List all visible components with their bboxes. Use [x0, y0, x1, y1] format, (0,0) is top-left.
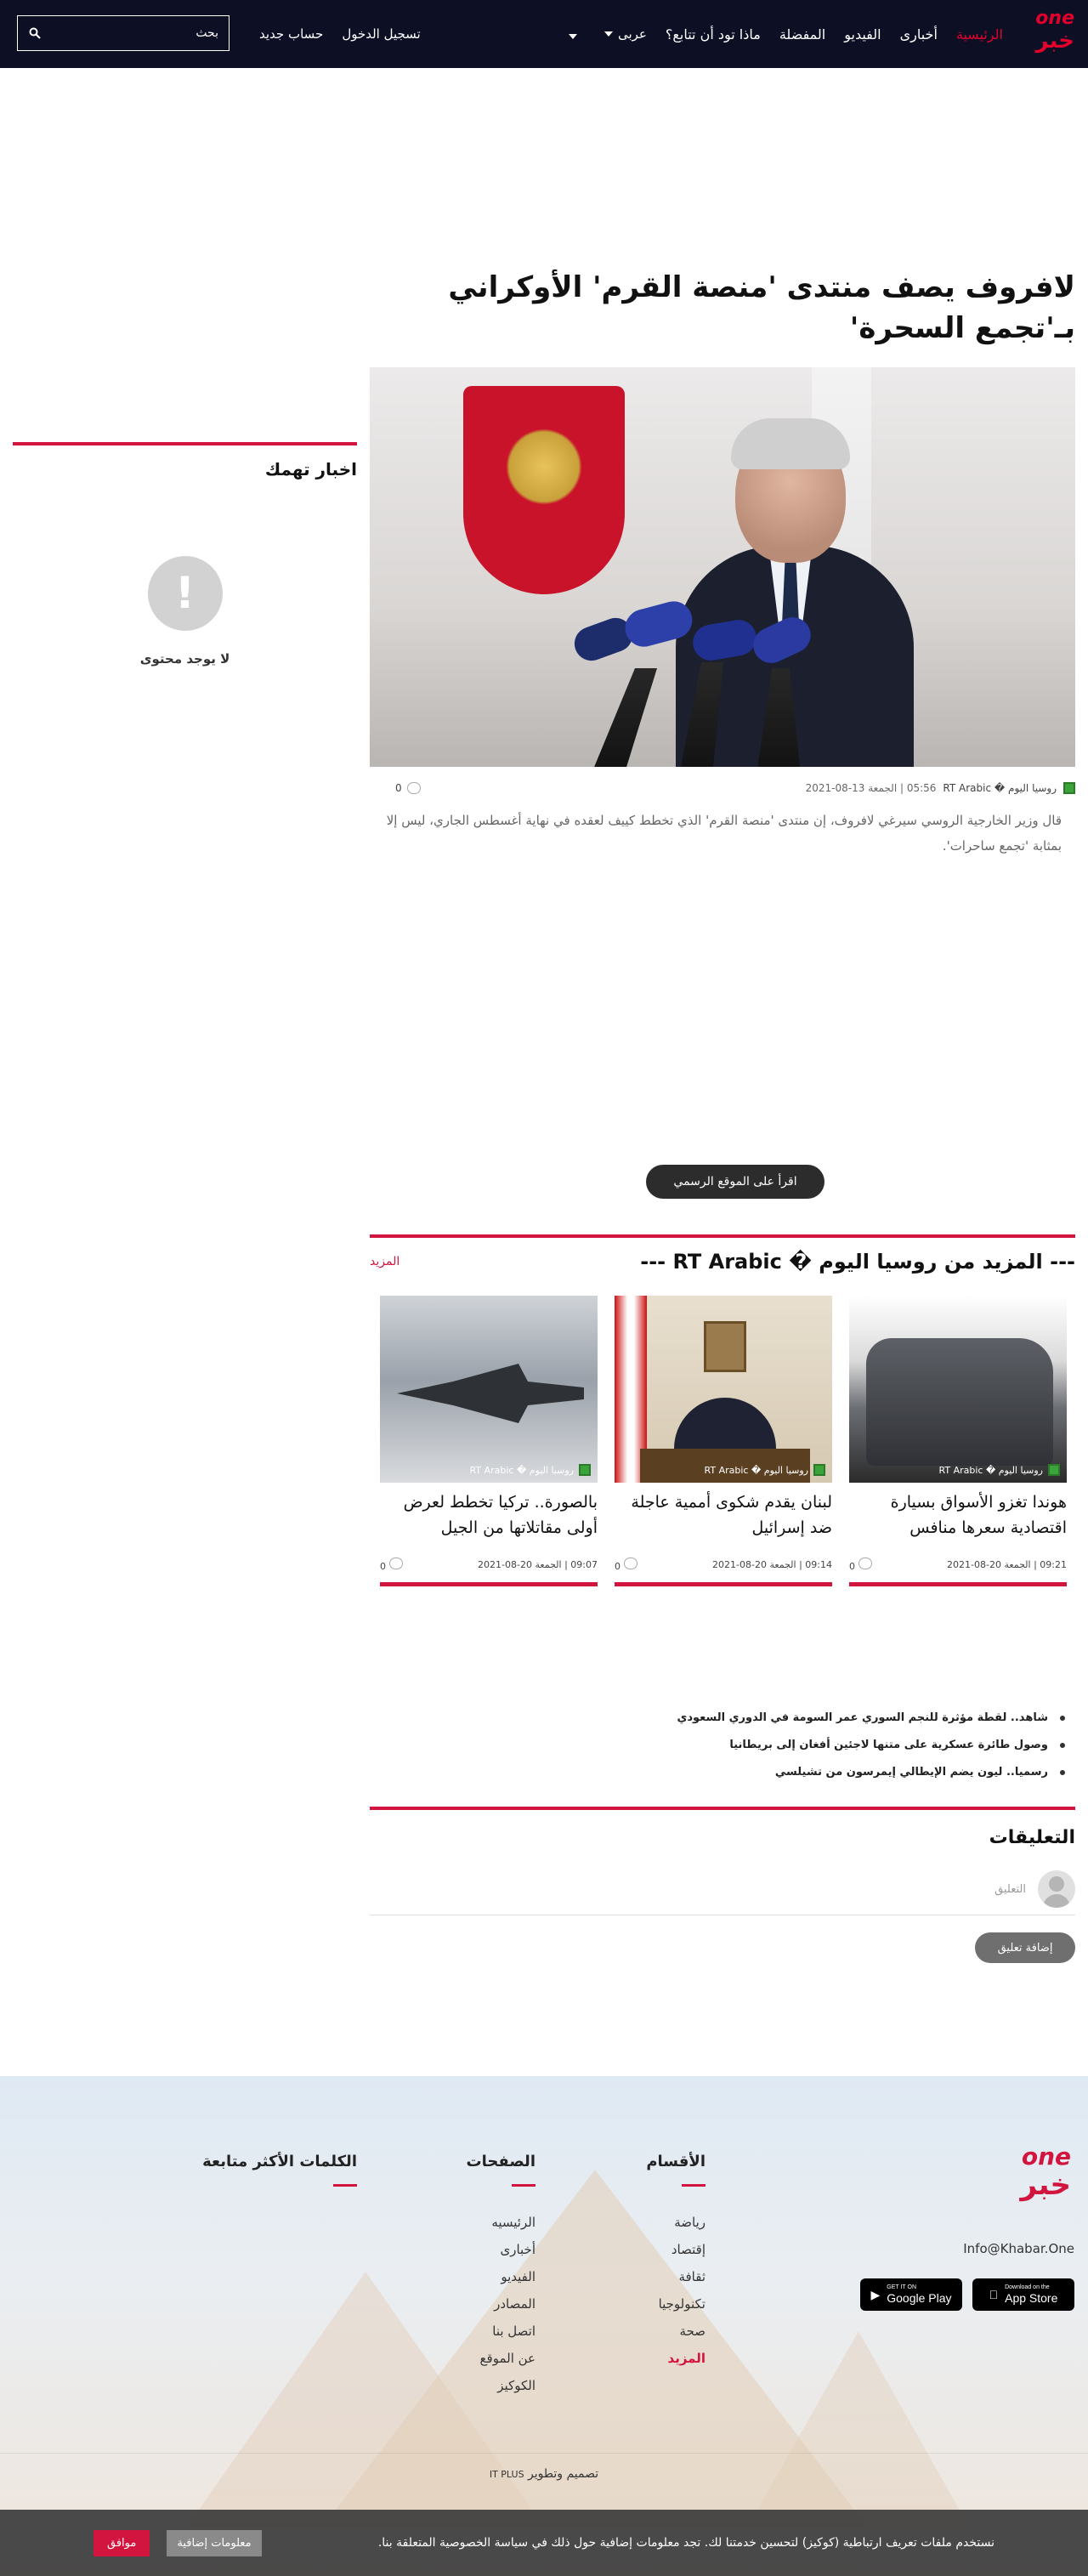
card-comments[interactable] — [380, 1558, 403, 1572]
related-link-text: رسميا.. ليون يضم الإيطالي إيمرسون من تشيلسي — [774, 1766, 1048, 1779]
card-comment-count: 0 — [615, 1561, 620, 1572]
search-box — [17, 15, 230, 51]
comment-count: 0 — [395, 782, 402, 794]
comment-icon — [389, 1558, 403, 1569]
card-image[interactable] — [849, 1296, 1067, 1483]
footer-credit — [0, 2453, 1088, 2481]
card-title[interactable]: بالصورة.. تركيا تخطط لعرض أولى مقاتلاتها من الجيل — [403, 1493, 598, 1537]
footer-link-my-news[interactable]: أخبارى — [500, 2242, 536, 2257]
news-cards — [370, 1296, 1075, 1586]
comment-field[interactable] — [370, 1870, 1075, 1915]
google-play-text: Google Play — [887, 2291, 952, 2305]
divider — [370, 1807, 1075, 1810]
footer-keywords-title: الكلمات الأكثر متابعة — [202, 2153, 357, 2170]
card-image[interactable] — [615, 1296, 832, 1483]
news-card[interactable] — [380, 1296, 598, 1586]
title-underline — [682, 2184, 706, 2187]
language-label: عربى — [617, 26, 647, 42]
source-icon — [813, 1464, 825, 1476]
card-source — [470, 1464, 591, 1476]
image-jet — [397, 1364, 584, 1423]
credit-text: تصميم وتطوير — [528, 2467, 599, 2481]
bullet-icon — [1060, 1743, 1065, 1748]
card-source — [939, 1464, 1060, 1476]
chevron-down-icon — [604, 31, 613, 37]
article-comment-count[interactable] — [395, 782, 421, 794]
card-source-name: روسيا اليوم � RT Arabic — [469, 1464, 574, 1476]
page-content — [0, 68, 1088, 2142]
comment-icon — [858, 1558, 872, 1569]
language-selector[interactable] — [604, 26, 647, 42]
card-datetime: 09:14 | الجمعة 20-08-2021 — [712, 1559, 832, 1570]
image-car — [866, 1338, 1053, 1466]
related-link-text: وصول طائرة عسكرية على متنها لاجئين أفغان إلى بريطانيا — [729, 1739, 1048, 1751]
card-title[interactable]: هوندا تغزو الأسواق بسيارة اقتصادية سعرها منافس — [890, 1493, 1067, 1537]
read-official-button[interactable]: اقرأ على الموقع الرسمي — [646, 1165, 824, 1199]
card-source-name: روسيا اليوم � RT Arabic — [704, 1464, 808, 1476]
more-menu-toggle[interactable] — [569, 26, 577, 43]
article — [370, 196, 1075, 859]
source-icon — [1048, 1464, 1060, 1476]
exclamation-icon: ! — [148, 556, 223, 631]
footer-pages — [408, 2153, 536, 2399]
related-link[interactable] — [370, 1705, 1065, 1732]
card-meta — [380, 1558, 598, 1572]
image-eagle — [502, 420, 586, 513]
source-icon — [1063, 782, 1075, 794]
related-link[interactable] — [370, 1759, 1065, 1786]
footer-link-cookies[interactable]: الكوكيز — [497, 2378, 536, 2393]
app-store-label — [1000, 2284, 1057, 2305]
related-link-text: شاهد.. لقطة مؤثرة للنجم السوري عمر السومة في الدوري السعودي — [677, 1711, 1048, 1724]
card-image[interactable] — [380, 1296, 598, 1483]
footer-logo[interactable] — [990, 2142, 1071, 2202]
credit-brand[interactable]: IT PLUS — [489, 2469, 524, 2480]
nav-video[interactable]: الفيديو — [844, 26, 881, 43]
source-icon — [579, 1464, 591, 1476]
card-title[interactable]: لبنان يقدم شكوى أممية عاجلة ضد إسرائيل — [631, 1493, 832, 1537]
more-from-source — [370, 1234, 1075, 1586]
related-links — [370, 1705, 1075, 1786]
cookie-buttons — [94, 2530, 262, 2556]
footer-link-economy[interactable]: إقتصاد — [671, 2242, 706, 2257]
card-comments[interactable] — [615, 1558, 638, 1572]
logo-text-one: one — [1021, 2142, 1071, 2170]
app-store-text: App Store — [1000, 2291, 1054, 2305]
search-input[interactable] — [52, 16, 229, 50]
more-header — [370, 1238, 1075, 1274]
footer-sections — [578, 2153, 706, 2372]
nav-my-news[interactable]: أخبارى — [899, 26, 938, 43]
cookie-more-info-button[interactable]: معلومات إضافية — [167, 2530, 261, 2556]
google-play-label — [887, 2284, 951, 2305]
nav-favorites[interactable]: المفضلة — [779, 26, 826, 43]
cookie-accept-button[interactable]: موافق — [94, 2530, 150, 2556]
news-card[interactable] — [615, 1296, 832, 1586]
card-comments[interactable] — [849, 1558, 872, 1572]
empty-state — [13, 556, 357, 667]
add-comment-button[interactable]: إضافة تعليق — [975, 1932, 1075, 1963]
footer-keywords — [144, 2153, 357, 2187]
card-divider — [380, 1582, 598, 1586]
comment-icon — [624, 1558, 638, 1569]
apple-icon — [989, 2288, 999, 2301]
card-comment-count: 0 — [380, 1561, 386, 1572]
google-play-button[interactable] — [860, 2278, 962, 2311]
comments-title: التعليقات — [989, 1827, 1075, 1848]
footer-link-video[interactable]: الفيديو — [501, 2269, 536, 2284]
article-body: قال وزير الخارجية الروسي سيرغي لافروف، إن منتدى 'منصة القرم' الذي تخطط كييف لعقده في نهاية أغسطس الجاري، ليس إلا بمثابة 'تجمع ساحرات'. — [386, 813, 1062, 854]
footer-link-sources[interactable]: المصادر — [494, 2296, 536, 2312]
footer-pages-list — [408, 2209, 536, 2399]
footer-link-contact[interactable]: اتصل بنا — [492, 2324, 536, 2339]
cookie-text: نستخدم ملفات تعريف ارتباطية (كوكيز) لتحسين خدمتنا لك. تجد معلومات إضافية حول ذلك في سياسة الخصوصية المتعلقة بنا. — [377, 2536, 994, 2550]
avatar — [1038, 1870, 1075, 1908]
main-nav — [569, 0, 1003, 68]
footer-link-health[interactable]: صحة — [679, 2324, 706, 2339]
footer-sections-list — [578, 2209, 706, 2372]
app-store-button[interactable] — [972, 2278, 1074, 2311]
footer-link-technology[interactable]: تكنولوجيا — [658, 2296, 706, 2312]
card-divider — [849, 1582, 1067, 1586]
article-title: لافروف يصف منتدى 'منصة القرم' الأوكراني بـ'تجمع السحرة' — [448, 270, 1075, 345]
footer-pages-title: الصفحات — [466, 2153, 536, 2170]
news-card[interactable] — [849, 1296, 1067, 1586]
card-divider — [615, 1582, 832, 1586]
logo-text-one: one — [1035, 8, 1074, 29]
nav-home[interactable]: الرئيسية — [955, 26, 1003, 43]
source-name[interactable]: روسيا اليوم � RT Arabic — [943, 782, 1057, 794]
card-source — [705, 1464, 825, 1476]
card-meta — [849, 1558, 1067, 1572]
footer-link-culture[interactable]: ثقافة — [678, 2269, 706, 2284]
logo-text-khabar: خبر — [1035, 28, 1074, 54]
login-link[interactable]: تسجيل الدخول — [342, 26, 421, 42]
site-logo[interactable] — [1027, 9, 1074, 58]
article-image — [370, 367, 1075, 767]
comment-icon — [407, 782, 421, 794]
title-underline — [512, 2184, 536, 2187]
footer-sections-title: الأقسام — [646, 2153, 706, 2170]
card-meta — [615, 1558, 832, 1572]
card-datetime: 09:07 | الجمعة 20-08-2021 — [478, 1559, 598, 1570]
cookie-banner — [0, 2510, 1088, 2576]
comments-section — [370, 1807, 1075, 1963]
search-icon[interactable] — [18, 16, 52, 50]
google-play-icon: ▶ — [870, 2287, 881, 2301]
chevron-down-icon — [569, 34, 577, 39]
footer — [0, 2076, 1088, 2576]
card-datetime: 09:21 | الجمعة 20-08-2021 — [947, 1559, 1067, 1570]
logo-text-khabar: خبر — [1020, 2168, 1071, 2202]
footer-link-home[interactable]: الرئيسيه — [491, 2215, 536, 2230]
image-portrait-frame — [704, 1321, 746, 1372]
more-title: --- المزيد من روسيا اليوم � RT Arabic --- — [640, 1250, 1075, 1274]
image-coat-of-arms — [463, 386, 625, 594]
article-meta — [370, 782, 1075, 794]
card-source-name: روسيا اليوم � RT Arabic — [938, 1464, 1043, 1476]
more-link[interactable]: المزيد — [370, 1255, 400, 1268]
footer-link-sports[interactable]: رياضة — [674, 2215, 706, 2230]
app-store-badges — [860, 2278, 1074, 2311]
auth-links — [259, 0, 421, 68]
image-hair — [731, 418, 850, 469]
footer-link-about[interactable]: عن الموقع — [479, 2351, 536, 2366]
sidebar — [13, 442, 357, 667]
app-store-small-text: Download on the — [1000, 2284, 1046, 2290]
bullet-icon — [1060, 1716, 1065, 1721]
footer-link-more[interactable]: المزيد — [667, 2351, 706, 2366]
google-play-small-text: GET IT ON — [887, 2284, 916, 2290]
nav-follow[interactable]: ماذا تود أن تتابع؟ — [665, 26, 761, 43]
comment-placeholder: التعليق — [994, 1882, 1026, 1896]
top-navbar — [0, 0, 1088, 68]
footer-email[interactable]: Info@Khabar.One — [963, 2241, 1074, 2256]
title-underline — [333, 2184, 357, 2187]
signup-link[interactable]: حساب جديد — [259, 26, 324, 42]
bullet-icon — [1060, 1770, 1065, 1775]
article-datetime: 05:56 | الجمعة 13-08-2021 — [805, 782, 937, 794]
article-source — [806, 782, 1075, 794]
related-link[interactable] — [370, 1732, 1065, 1759]
empty-state-text: لا يوجد محتوى — [139, 651, 230, 667]
image-mic-stand — [591, 656, 812, 767]
card-comment-count: 0 — [849, 1561, 855, 1572]
sidebar-title: اخبار تهمك — [264, 459, 357, 479]
